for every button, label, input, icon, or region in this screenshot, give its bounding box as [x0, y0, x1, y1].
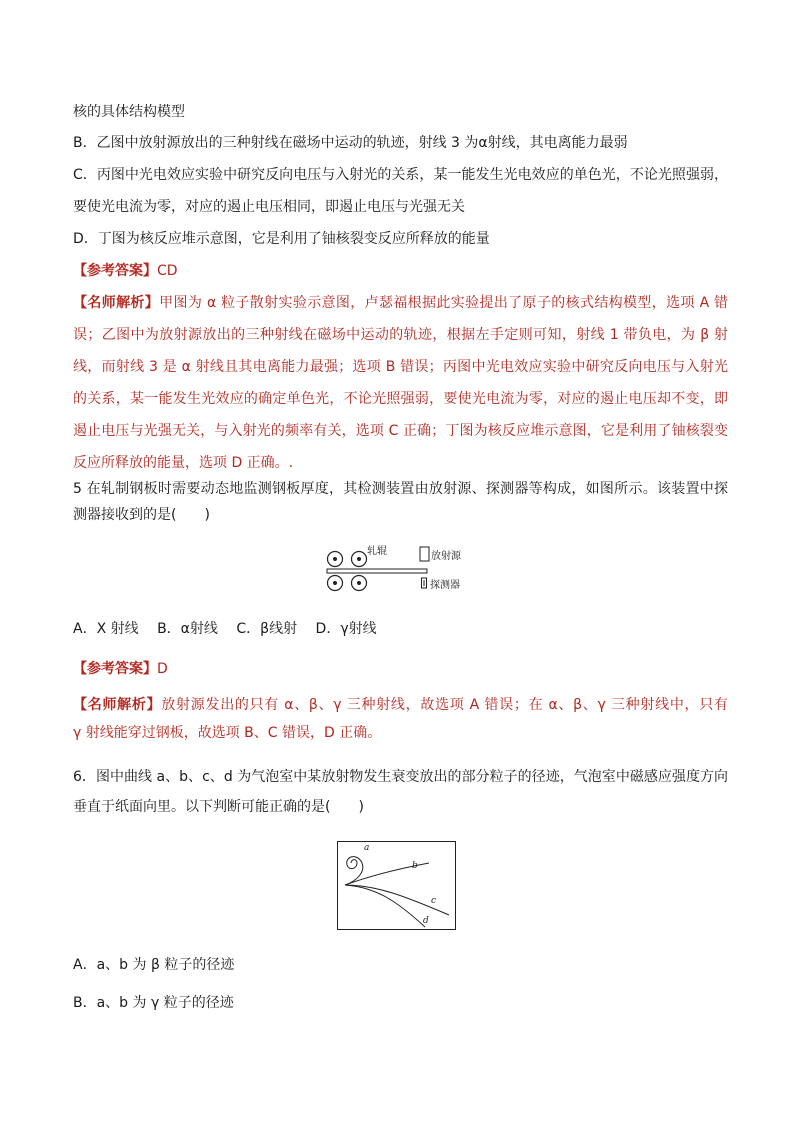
prev-analysis-line6: 反应所释放的能量，选项 D 正确。. [73, 455, 294, 471]
q5-option-a: A．X 射线 [73, 621, 139, 637]
prev-analysis-line5: 遏止电压与光强无关，与入射光的频率有关，选项 C 正确；丁图为核反应堆示意图，它是利用了铀核裂变 [73, 423, 728, 439]
answer-value: CD [157, 263, 178, 279]
q5-option-b: B．α射线 [157, 621, 218, 637]
label-c: c [431, 896, 437, 906]
q5-analysis-line1 [73, 695, 728, 715]
q6-option-b: B．a、b 为 γ 粒子的径迹 [73, 995, 234, 1011]
analysis-text: 甲图为 α 粒子散射实验示意图，卢瑟福根据此实验提出了原子的核式结构模型，选项 A 错 [159, 295, 728, 311]
prev-analysis-line4: 的关系，某一能发生光效应的确定单色光，不论光照强弱，要使光电流为零，对应的遏止电压却不变，即 [73, 391, 728, 407]
q5-stem-line2: 测器接收到的是( ) [73, 507, 210, 523]
q5-option-d: D．γ射线 [315, 621, 377, 637]
radiation-source-box [420, 547, 429, 561]
source-label: 放射源 [431, 551, 461, 562]
roller-label: 轧辊 [367, 546, 387, 557]
prev-option-c-line1: C．丙图中光电效应实验中研究反向电压与入射光的关系，某一能发生光电效应的单色光，不论光照强弱， [73, 167, 728, 183]
prev-line-1: 核的具体结构模型 [73, 104, 185, 120]
detector-label: 探测器 [430, 580, 460, 591]
analysis-tag: 【名师解析】 [73, 697, 162, 713]
analysis-tag: 【名师解析】 [73, 295, 160, 311]
rolling-mill-figure [325, 542, 475, 598]
q5-options [73, 619, 728, 639]
steel-plate [327, 569, 427, 573]
q6-option-a: A．a、b 为 β 粒子的径迹 [73, 957, 235, 973]
q5-analysis-line2: γ 射线能穿过钢板，故选项 B、C 错误，D 正确。 [73, 725, 382, 741]
label-a: a [364, 843, 370, 853]
q6-stem-line1: 6．图中曲线 a、b、c、d 为气泡室中某放射物发生衰变放出的部分粒子的径迹，气泡室中磁感应强度方向 [73, 769, 728, 785]
q6-stem-line2: 垂直于纸面向里。以下判断可能正确的是( ) [73, 799, 364, 815]
prev-analysis-line2: 误；乙图中为放射源放出的三种射线在磁场中运动的轨迹，根据左手定则可知，射线 1 带负电，为 β 射 [73, 327, 728, 343]
bubble-chamber-figure [337, 841, 457, 931]
answer-tag: 【参考答案】 [73, 263, 157, 279]
prev-option-d: D．丁图为核反应堆示意图，它是利用了铀核裂变反应所释放的能量 [73, 231, 490, 247]
prev-answer [73, 261, 728, 281]
analysis-text: 放射源发出的只有 α、β、γ 三种射线，故选项 A 错误；在 α、β、γ 三种射线中，只有 [161, 697, 728, 713]
label-b: b [412, 861, 418, 871]
q5-option-c: C．β线射 [236, 621, 298, 637]
label-d: d [423, 916, 429, 926]
q5-answer [73, 659, 728, 679]
answer-tag: 【参考答案】 [73, 661, 157, 677]
q5-stem-line1: 5 在轧制钢板时需要动态地监测钢板厚度，其检测装置由放射源、探测器等构成，如图所示。该装置中探 [73, 481, 728, 497]
answer-value: D [157, 661, 168, 677]
prev-option-b: B．乙图中放射源放出的三种射线在磁场中运动的轨迹，射线 3 为α射线，其电离能力最弱 [73, 135, 628, 151]
prev-analysis-line1 [73, 293, 728, 313]
prev-option-c-line2: 要使光电流为零，对应的遏止电压相同，即遏止电压与光强无关 [73, 199, 465, 215]
prev-analysis-line3: 线，而射线 3 是 α 射线且其电离能力最强；选项 B 错误；丙图中光电效应实验中研究反向电压与入射光 [73, 359, 728, 375]
